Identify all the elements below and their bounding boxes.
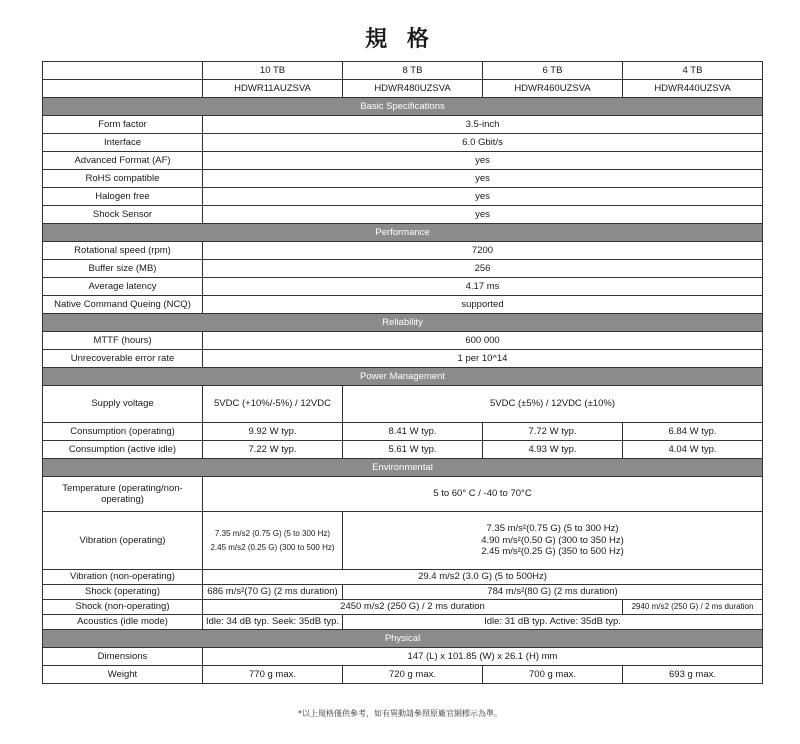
row-value: 700 g max. [483,666,623,684]
row-label: Rotational speed (rpm) [43,242,203,260]
spec-table [42,61,763,684]
row-label: Acoustics (idle mode) [43,615,203,630]
section-title: Performance [43,224,763,242]
row-value: 29.4 m/s2 (3.0 G) (5 to 500Hz) [203,570,763,585]
spec-row [43,441,763,459]
row-label: Halogen free [43,188,203,206]
row-value: 6.0 Gbit/s [203,134,763,152]
row-value: 6.84 W typ. [623,423,763,441]
model-cell: HDWR460UZSVA [483,80,623,98]
row-value: 784 m/s²(80 G) (2 ms duration) [343,585,763,600]
row-value: 770 g max. [203,666,343,684]
spec-row [43,170,763,188]
row-value: 1 per 10^14 [203,350,763,368]
section-title: Environmental [43,459,763,477]
row-label: Interface [43,134,203,152]
section-header-basic [43,98,763,116]
row-value: 693 g max. [623,666,763,684]
row-value: 256 [203,260,763,278]
spec-row [43,386,763,423]
row-value: 8.41 W typ. [343,423,483,441]
row-label: MTTF (hours) [43,332,203,350]
row-value: 2940 m/s2 (250 G) / 2 ms duration [623,600,763,615]
row-value: yes [203,206,763,224]
spec-row [43,585,763,600]
spec-row [43,570,763,585]
row-label: Temperature (operating/non-operating) [43,477,203,512]
row-value: 600 000 [203,332,763,350]
spec-row [43,188,763,206]
capacity-row [43,62,763,80]
vibration-line: 2.45 m/s²(0.25 G) (350 to 500 Hz) [481,546,624,558]
spec-row [43,296,763,314]
row-label: Vibration (non-operating) [43,570,203,585]
spec-row [43,116,763,134]
spec-row [43,615,763,630]
row-label: Vibration (operating) [43,512,203,570]
spec-row [43,666,763,684]
row-value: 5.61 W typ. [343,441,483,459]
spec-row [43,278,763,296]
row-value: 7.72 W typ. [483,423,623,441]
corner-cell [43,62,203,80]
row-value: 5VDC (+10%/-5%) / 12VDC [203,386,343,423]
row-label: Native Command Queing (NCQ) [43,296,203,314]
row-value: 7200 [203,242,763,260]
footnote: *以上規格僅供參考，如有異動請參照原廠官網標示為準。 [298,709,502,718]
spec-row [43,206,763,224]
model-cell: HDWR480UZSVA [343,80,483,98]
row-value: 7.22 W typ. [203,441,343,459]
row-value: yes [203,152,763,170]
section-header-physical [43,630,763,648]
row-label: Shock (operating) [43,585,203,600]
vibration-line: 7.35 m/s2 (0.75 G) (5 to 300 Hz) [214,528,331,538]
row-label: RoHS compatible [43,170,203,188]
vibration-line: 4.90 m/s²(0.50 G) (300 to 350 Hz) [481,534,624,546]
row-label: Weight [43,666,203,684]
row-value: yes [203,170,763,188]
spec-row [43,350,763,368]
spec-row [43,332,763,350]
model-row [43,80,763,98]
row-label: Supply voltage [43,386,203,423]
section-header-reliability [43,314,763,332]
row-label: Average latency [43,278,203,296]
section-header-performance [43,224,763,242]
section-title: Basic Specifications [43,98,763,116]
spec-row [43,423,763,441]
section-title: Power Management [43,368,763,386]
model-cell: HDWR11AUZSVA [203,80,343,98]
vibration-line: 7.35 m/s²(0.75 G) (5 to 300 Hz) [486,523,619,535]
row-value: Idle: 34 dB typ. Seek: 35dB typ. [203,615,343,630]
section-header-environmental [43,459,763,477]
row-value: 5VDC (±5%) / 12VDC (±10%) [343,386,763,423]
row-value: 2450 m/s2 (250 G) / 2 ms duration [203,600,623,615]
row-label: Consumption (operating) [43,423,203,441]
row-label: Consumption (active idle) [43,441,203,459]
spec-row [43,242,763,260]
row-value: 4.93 W typ. [483,441,623,459]
section-title: Reliability [43,314,763,332]
section-header-power [43,368,763,386]
spec-row [43,477,763,512]
capacity-cell: 10 TB [203,62,343,80]
row-value: 5 to 60° C / -40 to 70°C [203,477,763,512]
row-value [203,512,343,570]
row-value: 720 g max. [343,666,483,684]
vibration-line: 2.45 m/s2 (0.25 G) (300 to 500 Hz) [210,542,335,552]
row-value: 3.5-inch [203,116,763,134]
page-title: 規 格 [365,27,435,52]
row-label: Form factor [43,116,203,134]
row-label: Dimensions [43,648,203,666]
row-value: Idle: 31 dB typ. Active: 35dB typ. [343,615,763,630]
row-value: supported [203,296,763,314]
spec-row [43,152,763,170]
spec-row [43,648,763,666]
row-value: 686 m/s²(70 G) (2 ms duration) [203,585,343,600]
row-value: 9.92 W typ. [203,423,343,441]
spec-row [43,260,763,278]
row-label: Buffer size (MB) [43,260,203,278]
capacity-cell: 4 TB [623,62,763,80]
section-title: Physical [43,630,763,648]
capacity-cell: 6 TB [483,62,623,80]
row-label: Advanced Format (AF) [43,152,203,170]
row-value [343,512,763,570]
row-label: Shock Sensor [43,206,203,224]
model-cell: HDWR440UZSVA [623,80,763,98]
spec-row [43,600,763,615]
row-value: 4.04 W typ. [623,441,763,459]
corner-cell [43,80,203,98]
spec-row [43,134,763,152]
row-value: 147 (L) x 101.85 (W) x 26.1 (H) mm [203,648,763,666]
row-value: yes [203,188,763,206]
row-value: 4.17 ms [203,278,763,296]
capacity-cell: 8 TB [343,62,483,80]
row-label: Unrecoverable error rate [43,350,203,368]
row-label: Shock (non-operating) [43,600,203,615]
spec-row [43,512,763,570]
